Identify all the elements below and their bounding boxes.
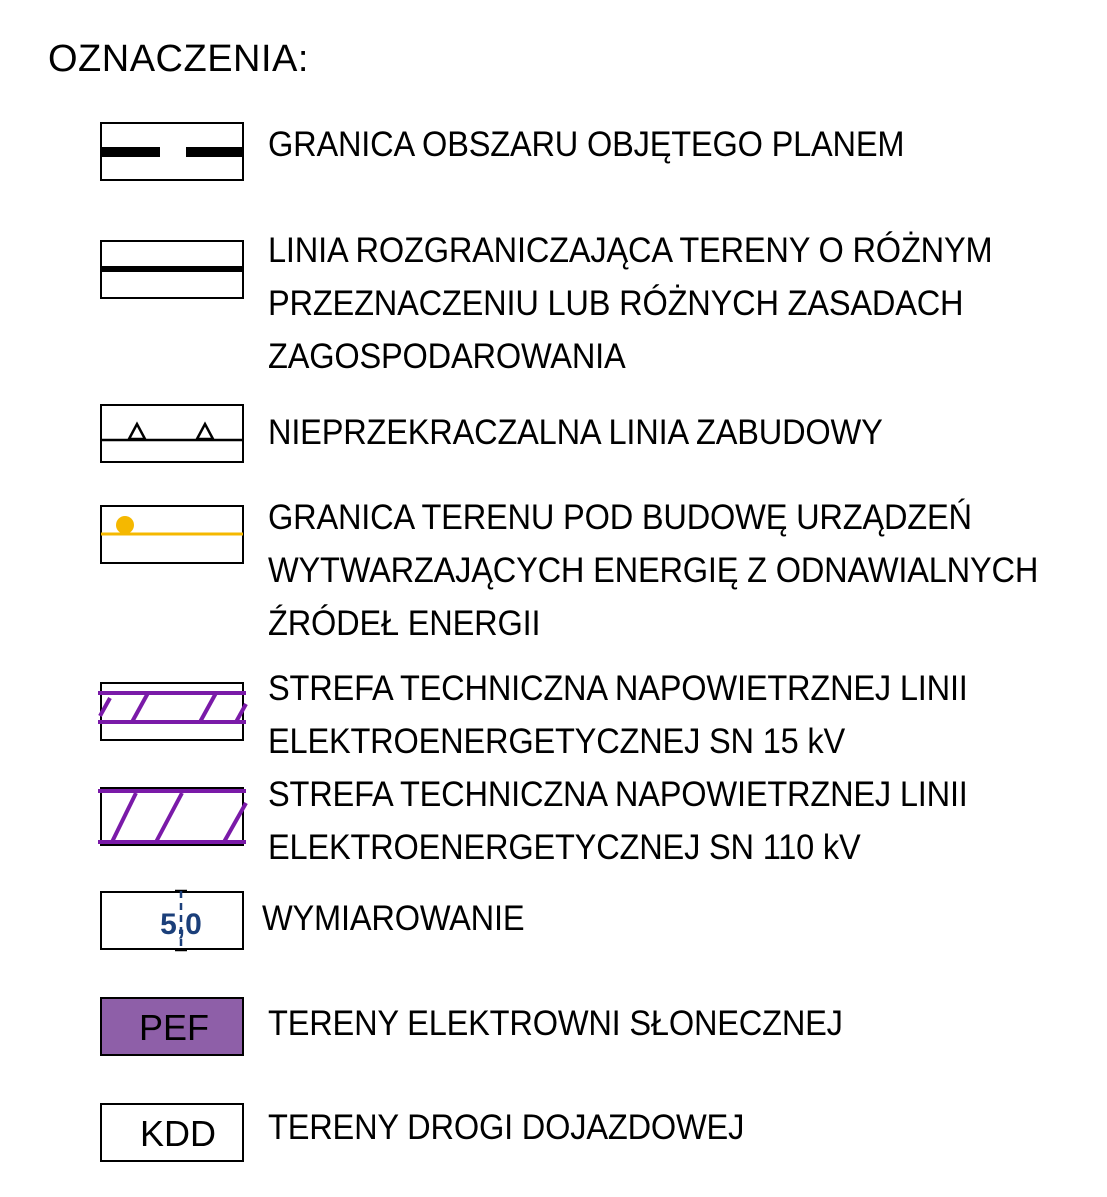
solar-plant-symbol <box>100 997 244 1056</box>
legend-item-label: STREFA TECHNICZNA NAPOWIETRZNEJ LINII <box>268 669 968 708</box>
legend-item-renewable-boundary <box>268 491 1038 650</box>
solar-plant-code: PEF <box>138 1007 210 1048</box>
legend-item-label: NIEPRZEKRACZALNA LINIA ZABUDOWY <box>268 413 883 452</box>
legend-item-label: GRANICA TERENU POD BUDOWĘ URZĄDZEŃ <box>268 498 972 537</box>
legend-item-label: TERENY DROGI DOJAZDOWEJ <box>268 1108 745 1147</box>
legend-item-label: WYMIAROWANIE <box>262 899 525 938</box>
legend-item-label: TERENY ELEKTROWNI SŁONECZNEJ <box>268 1004 843 1043</box>
building-line-symbol <box>100 404 244 463</box>
legend-item-demarcation-line <box>268 224 992 383</box>
legend-item-label: ŹRÓDEŁ ENERGII <box>268 604 541 643</box>
legend-item-label: WYTWARZAJĄCYCH ENERGIĘ Z ODNAWIALNYCH <box>268 551 1039 590</box>
legend-item-label: GRANICA OBSZARU OBJĘTEGO PLANEM <box>268 125 905 164</box>
legend-item-label: PRZEZNACZENIU LUB RÓŻNYCH ZASADACH <box>268 284 964 323</box>
dimension-symbol <box>100 891 244 950</box>
legend-item-plan-boundary <box>268 118 904 171</box>
legend-item-label: STREFA TECHNICZNA NAPOWIETRZNEJ LINII <box>268 775 968 814</box>
legend-item-label: LINIA ROZGRANICZAJĄCA TERENY O RÓŻNYM <box>268 231 993 270</box>
legend-item-label: ZAGOSPODAROWANIA <box>268 337 626 376</box>
legend-item-solar-plant <box>268 997 843 1050</box>
legend-title: OZNACZENIA: <box>48 38 309 80</box>
access-road-symbol <box>100 1103 244 1162</box>
legend-item-label: ELEKTROENERGETYCZNEJ SN 110 kV <box>268 828 861 867</box>
legend-item-dimension <box>262 892 524 945</box>
legend-item-zone-110kv <box>268 768 968 874</box>
legend-item-zone-15kv <box>268 662 968 768</box>
legend-item-building-line <box>268 406 883 459</box>
legend-item-access-road <box>268 1101 744 1154</box>
dashed-boundary-symbol <box>100 122 244 181</box>
access-road-code: KDD <box>139 1113 217 1154</box>
hatched-zone-15kv-symbol <box>100 682 244 741</box>
legend-item-label: ELEKTROENERGETYCZNEJ SN 15 kV <box>268 722 846 761</box>
hatched-zone-110kv-symbol <box>100 787 244 846</box>
dimension-value: 5,0 <box>160 908 202 941</box>
solid-demarcation-symbol <box>100 240 244 299</box>
renewable-boundary-symbol <box>100 505 244 564</box>
